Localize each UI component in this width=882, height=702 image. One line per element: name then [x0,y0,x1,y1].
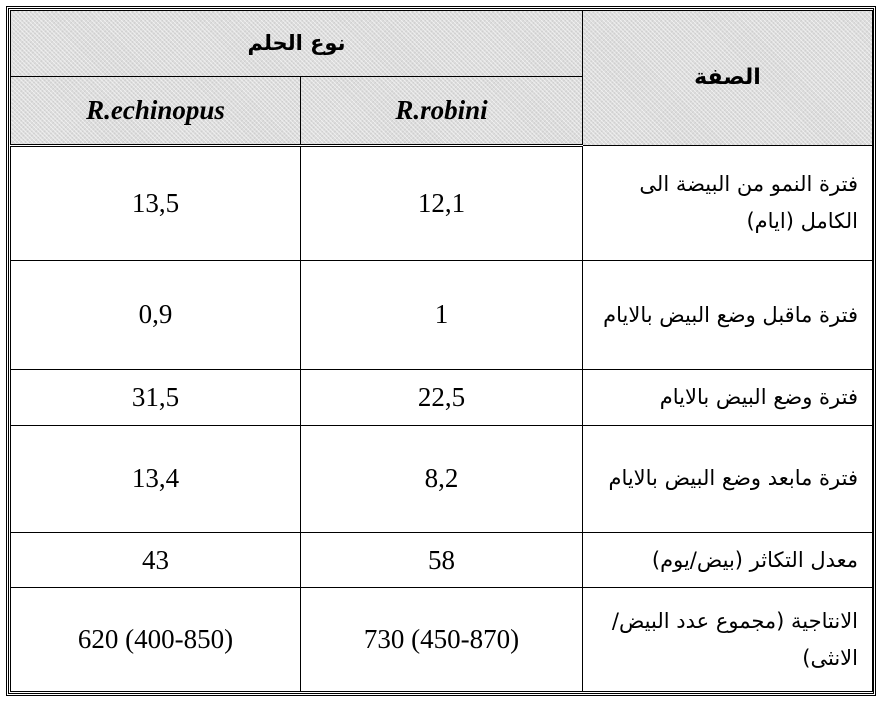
value-r-robini: 22,5 [301,370,583,426]
attribute-cell: فترة مابعد وضع البيض بالايام [583,426,873,533]
value-r-echinopus: 13,4 [11,426,301,533]
table-row [11,532,873,588]
species-header-r-robini: R.robini [301,76,583,145]
species-header-r-echinopus: R.echinopus [11,76,301,145]
table-row [11,145,873,260]
header-row-group [11,11,873,77]
table-row [11,370,873,426]
attribute-header: الصفة [583,11,873,146]
attribute-cell: فترة وضع البيض بالايام [583,370,873,426]
value-r-echinopus: 13,5 [11,145,301,260]
attribute-cell: فترة النمو من البيضة الى الكامل (ايام) [583,145,873,260]
attribute-cell: معدل التكاثر (بيض/يوم) [583,532,873,588]
value-r-robini: 8,2 [301,426,583,533]
value-r-echinopus: 620 (400-850) [11,588,301,692]
value-r-robini: 12,1 [301,145,583,260]
value-r-echinopus: 0,9 [11,260,301,370]
mite-comparison-table [10,10,873,692]
value-r-robini: 58 [301,532,583,588]
table-row [11,588,873,692]
value-r-robini: 1 [301,260,583,370]
value-r-robini: 730 (450-870) [301,588,583,692]
table-row [11,426,873,533]
mite-type-header: نوع الحلم [11,11,583,77]
table-row [11,260,873,370]
attribute-cell: فترة ماقبل وضع البيض بالايام [583,260,873,370]
attribute-cell: الانتاجية (مجموع عدد البيض/الانثى) [583,588,873,692]
value-r-echinopus: 31,5 [11,370,301,426]
value-r-echinopus: 43 [11,532,301,588]
